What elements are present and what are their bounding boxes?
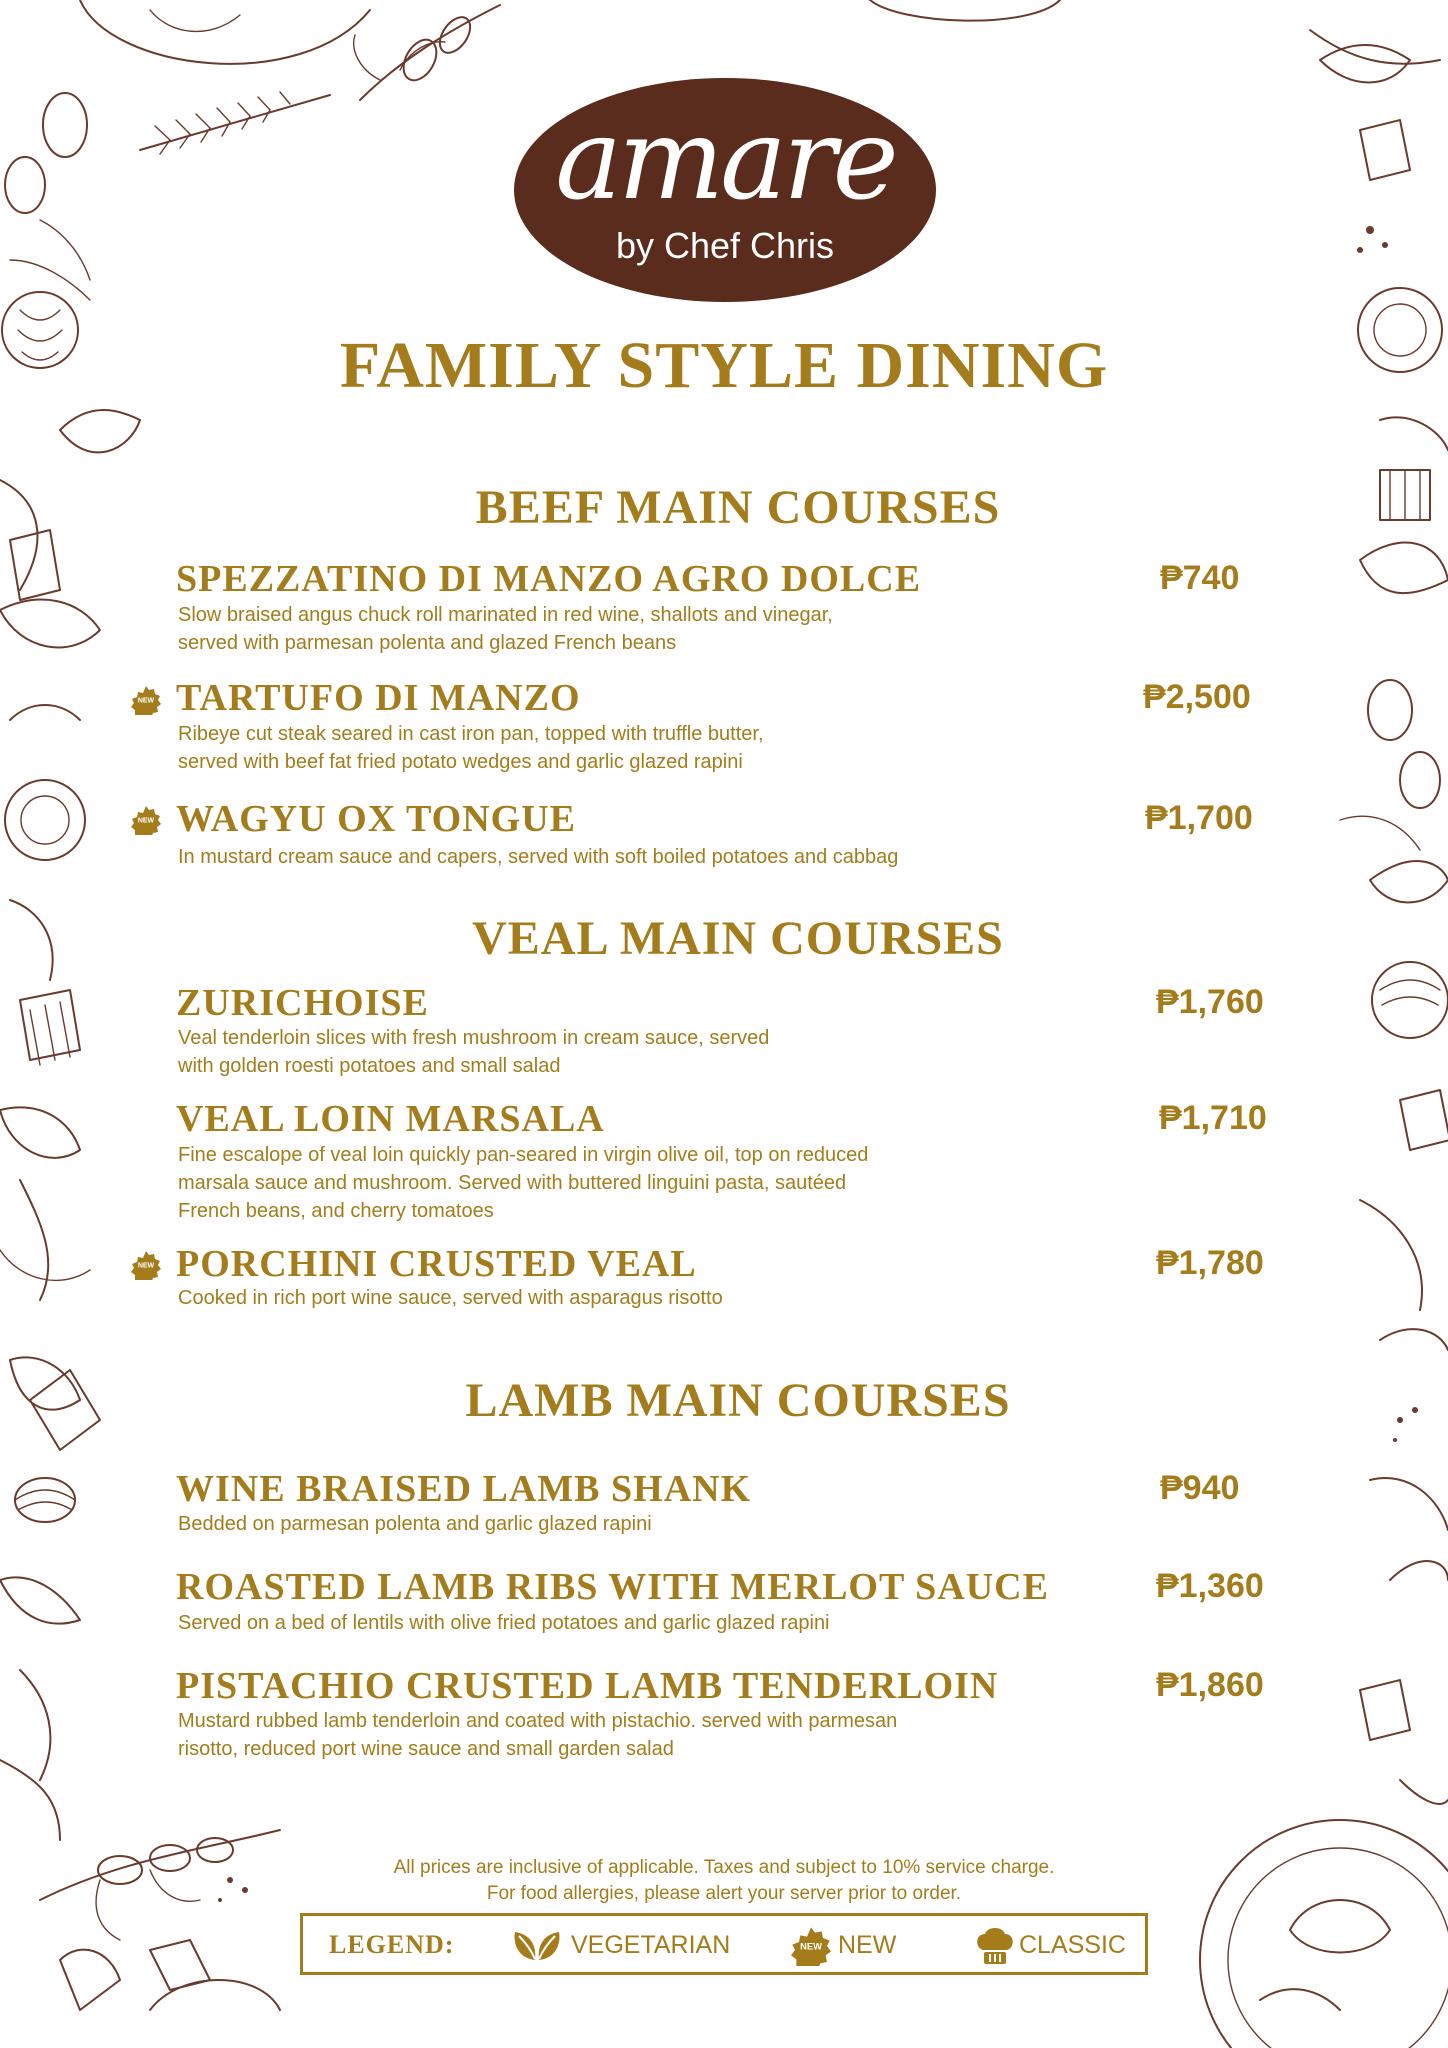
svg-text:NEW: NEW — [137, 697, 155, 705]
section-heading-beef: BEEF MAIN COURSES — [475, 481, 1001, 534]
menu-item-price: ₱1,700 — [1145, 799, 1253, 837]
legend-classic-label: CLASSIC — [1019, 1931, 1126, 1959]
menu-item-price: ₱1,860 — [1156, 1666, 1264, 1704]
logo-subtitle: by Chef Chris — [615, 225, 835, 266]
menu-item-description: Served on a bed of lentils with olive fried potatoes and garlic glazed rapini — [178, 1612, 830, 1634]
menu-item-price: ₱740 — [1160, 559, 1240, 597]
menu-item-price: ₱1,780 — [1156, 1244, 1264, 1282]
restaurant-logo — [514, 78, 936, 302]
chef-hat-icon — [975, 1924, 1015, 1966]
price-disclaimer: All prices are inclusive of applicable. Taxes and subject to 10% service charge. — [393, 1857, 1055, 1878]
menu-item-price: ₱1,360 — [1156, 1567, 1264, 1605]
svg-text:NEW: NEW — [800, 1941, 822, 1952]
svg-text:NEW: NEW — [137, 1262, 155, 1270]
menu-item-price: ₱940 — [1160, 1469, 1240, 1507]
new-badge-icon — [131, 805, 161, 835]
menu-item-price: ₱1,760 — [1156, 983, 1264, 1021]
menu-item-name: WAGYU OX TONGUE — [176, 798, 576, 840]
new-badge-icon — [131, 1250, 161, 1280]
menu-item-description: In mustard cream sauce and capers, served with soft boiled potatoes and cabbag — [178, 846, 899, 868]
menu-item-price: ₱2,500 — [1143, 678, 1251, 716]
legend-vegetarian-label: VEGETARIAN — [571, 1931, 731, 1959]
section-heading-lamb: LAMB MAIN COURSES — [465, 1374, 1011, 1427]
new-badge-icon — [791, 1926, 831, 1966]
menu-item-name: ZURICHOISE — [176, 982, 429, 1024]
menu-item-description: Fine escalope of veal loin quickly pan-seared in virgin olive oil, top on reduced marsala sauce and mushroom. Served with buttered linguini pasta, sautéed French beans, and cherry tomatoes — [178, 1144, 869, 1222]
leaf-icon — [511, 1928, 563, 1962]
menu-item-name: PISTACHIO CRUSTED LAMB TENDERLOIN — [176, 1665, 999, 1707]
section-heading-veal: VEAL MAIN COURSES — [472, 912, 1004, 965]
legend-new-label: NEW — [838, 1931, 897, 1959]
menu-item-description: Ribeye cut steak seared in cast iron pan, topped with truffle butter, served with beef fat fried potato wedges and garlic glazed rapini — [178, 723, 764, 773]
menu-item-price: ₱1,710 — [1159, 1099, 1267, 1137]
menu-item-name: PORCHINI CRUSTED VEAL — [176, 1243, 697, 1285]
legend-box — [300, 1913, 1148, 1975]
menu-item-description: Mustard rubbed lamb tenderloin and coated with pistachio. served with parmesan risotto, reduced port wine sauce and small garden salad — [178, 1710, 898, 1760]
menu-item-name: ROASTED LAMB RIBS WITH MERLOT SAUCE — [176, 1566, 1049, 1608]
menu-item-name: VEAL LOIN MARSALA — [176, 1098, 605, 1140]
new-badge-icon — [131, 685, 161, 715]
menu-item-name: SPEZZATINO DI MANZO AGRO DOLCE — [176, 558, 922, 600]
legend-label: LEGEND: — [329, 1930, 455, 1959]
menu-item-description: Slow braised angus chuck roll marinated in red wine, shallots and vinegar, served with parmesan polenta and glazed French beans — [178, 604, 833, 654]
menu-item-description: Bedded on parmesan polenta and garlic glazed rapini — [178, 1513, 652, 1535]
menu-item-name: TARTUFO DI MANZO — [176, 677, 581, 719]
menu-item-name: WINE BRAISED LAMB SHANK — [176, 1468, 752, 1510]
svg-text:NEW: NEW — [137, 817, 155, 825]
menu-item-description: Cooked in rich port wine sauce, served with asparagus risotto — [178, 1287, 723, 1309]
logo-wordmark: amare — [555, 95, 895, 225]
page-title: FAMILY STYLE DINING — [339, 329, 1109, 402]
menu-item-description: Veal tenderloin slices with fresh mushroom in cream sauce, served with golden roesti potatoes and small salad — [178, 1027, 770, 1077]
allergy-notice: For food allergies, please alert your server prior to order. — [486, 1883, 962, 1904]
